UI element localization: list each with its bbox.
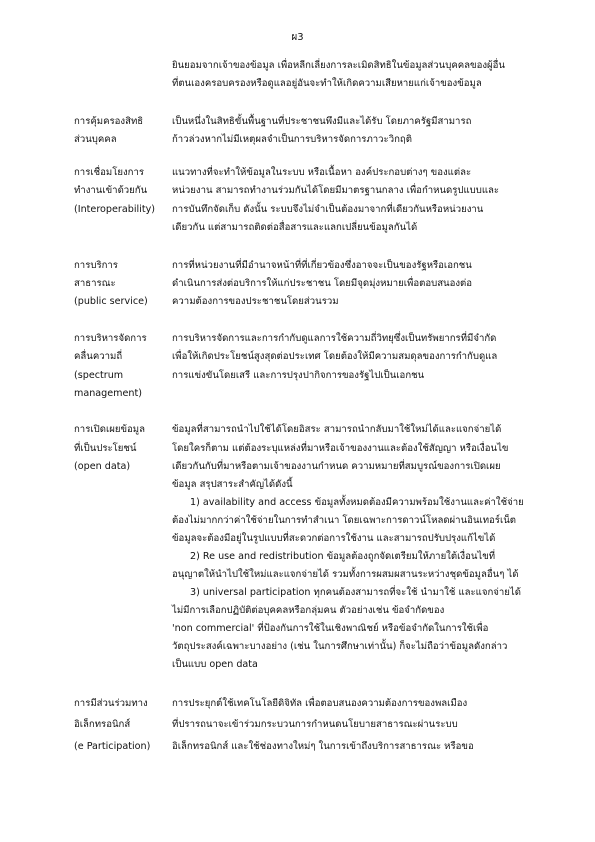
open-data-point-line: เป็นแบบ open data: [172, 659, 258, 670]
glossary-definition-line: แนวทางที่จะทำให้ข้อมูลในระบบ หรือเนื้อหา องค์ประกอบต่างๆ ของแต่ละ: [172, 167, 472, 178]
glossary-definition-line: ข้อมูล สรุปสาระสำคัญได้ดังนี้: [172, 479, 293, 490]
glossary-term: management): [74, 388, 143, 399]
glossary-term: การเชื่อมโยงการ: [74, 167, 145, 178]
glossary-definition-line: เป็นหนึ่งในสิทธิขั้นพื้นฐานที่ประชาชนพึงมีและได้รับ โดยภาครัฐมีสามารถ: [172, 116, 472, 127]
glossary-term: (spectrum: [74, 370, 124, 381]
page-number: ผ3: [291, 32, 304, 43]
glossary-definition-line: เพื่อให้เกิดประโยชน์สูงสุดต่อประเทศ โดยต้องให้มีความสมดุลของการกำกับดูแล: [172, 351, 498, 362]
glossary-definition-line: ข้อมูลที่สามารถนำไปใช้ได้โดยอิสระ สามารถนำกลับมาใช้ใหม่ได้และแจกจ่ายได้: [172, 424, 502, 435]
glossary-term: (open data): [74, 461, 131, 472]
glossary-definition-line: การที่หน่วยงานที่มีอำนาจหน้าที่ที่เกี่ยวข้องซึ่งอาจจะเป็นของรัฐหรือเอกชน: [172, 260, 472, 271]
glossary-definition-line: เดียวกัน แต่สามารถติดต่อสื่อสารและแลกเปลี่ยนข้อมูลกันได้: [172, 222, 418, 233]
glossary-term: ทำงานเข้าด้วยกัน: [74, 185, 148, 196]
open-data-point-line: 3) universal participation ทุกคนต้องสามารถที่จะใช้ นำมาใช้ และแจกจ่ายได้: [190, 587, 521, 598]
glossary-definition-line: อิเล็กทรอนิกส์ และใช้ช่องทางใหม่ๆ ในการเข้าถึงบริการสาธารณะ หรือขอ: [172, 741, 474, 752]
glossary-definition-line: หน่วยงาน สามารถทำงานร่วมกันได้โดยมีมาตรฐานกลาง เพื่อกำหนดรูปแบบและ: [172, 185, 500, 196]
open-data-point-line: ไม่มีการเลือกปฏิบัติต่อบุคคลหรือกลุ่มคน ตัวอย่างเช่น ข้อจำกัดของ: [172, 605, 445, 616]
open-data-point-line: 'non commercial' ที่ป้องกันการใช้ในเชิงพาณิชย์ หรือข้อจำกัดในการใช้เพื่อ: [172, 623, 489, 634]
open-data-point-line: 2) Re use and redistribution ข้อมูลต้องถูกจัดเตรียมให้ภายใต้เงื่อนไขที่: [190, 551, 496, 562]
glossary-term: อิเล็กทรอนิกส์: [74, 719, 131, 730]
glossary-definition-line: เดียวกันกับที่มาหรือตามเจ้าของงานกำหนด ความหมายที่สมบูรณ์ของการเปิดเผย: [172, 461, 501, 472]
glossary-term: ที่เป็นประโยชน์: [74, 443, 137, 454]
glossary-definition-line: ที่ปรารถนาจะเข้าร่วมกระบวนการกำหนดนโยบายสาธารณะผ่านระบบ: [172, 719, 458, 730]
glossary-definition-line: การบริหารจัดการและการกำกับดูแลการใช้ความถี่วิทยุซึ่งเป็นทรัพยากรที่มีจำกัด: [172, 333, 497, 344]
glossary-term: การบริการ: [74, 260, 118, 271]
glossary-definition-line: ความต้องการของประชาชนโดยส่วนรวม: [172, 296, 339, 307]
glossary-term: การคุ้มครองสิทธิ: [74, 116, 144, 127]
glossary-term: (e Participation): [74, 741, 151, 752]
glossary-definition-line: การประยุกต์ใช้เทคโนโลยีดิจิทัล เพื่อตอบสนองความต้องการของพลเมือง: [172, 698, 468, 709]
glossary-term: ส่วนบุคคล: [74, 134, 117, 145]
glossary-definition-line: ดำเนินการส่งต่อบริการให้แก่ประชาชน โดยมีจุดมุ่งหมายเพื่อตอบสนองต่อ: [172, 278, 473, 289]
open-data-point-line: วัตถุประสงค์เฉพาะบางอย่าง (เช่น ในการศึกษาเท่านั้น) ก็จะไม่ถือว่าข้อมูลดังกล่าว: [172, 641, 508, 652]
glossary-definition-line: โดยใครก็ตาม แต่ต้องระบุแหล่งที่มาหรือเจ้าของงานและต้องใช้สัญญา หรือเงื่อนไข: [172, 443, 509, 454]
glossary-definition-line: การแข่งขันโดยเสรี และการปรุงปากิจการของรัฐไปเป็นเอกชน: [172, 370, 425, 381]
intro-line: ยินยอมจากเจ้าของข้อมูล เพื่อหลีกเลี่ยงการละเมิดสิทธิในข้อมูลส่วนบุคคลของผู้อื่น: [172, 60, 505, 71]
glossary-term: การมีส่วนร่วมทาง: [74, 698, 148, 709]
glossary-term: การเปิดเผยข้อมูล: [74, 424, 145, 435]
glossary-term: คลื่นความถี่: [74, 351, 123, 362]
glossary-term: การบริหารจัดการ: [74, 333, 147, 344]
open-data-point-line: ข้อมูลจะต้องมีอยู่ในรูปแบบที่สะดวกต่อการใช้งาน และสามารถปรับปรุงแก้ไขได้: [172, 533, 496, 544]
intro-line: ที่ตนเองครอบครองหรือดูแลอยู่อันจะทำให้เกิดความเสียหายแก่เจ้าของข้อมูล: [172, 78, 482, 89]
glossary-term: (Interoperability): [74, 204, 156, 215]
glossary-definition-line: ก้าวล่วงหากไม่มีเหตุผลจำเป็นการบริหารจัดการภาวะวิกฤติ: [172, 134, 412, 145]
glossary-term: (public service): [74, 296, 148, 307]
open-data-point-line: 1) availability and access ข้อมูลทั้งหมดต้องมีความพร้อมใช้งานและค่าใช้จ่าย: [190, 497, 524, 508]
open-data-point-line: ต้องไม่มากกว่าค่าใช้จ่ายในการทำสำเนา โดยเฉพาะการดาวน์โหลดผ่านอินเทอร์เน็ต: [172, 515, 517, 526]
open-data-point-line: อนุญาตให้นำไปใช้ใหม่และแจกจ่ายได้ รวมทั้งการผสมผสานระหว่างชุดข้อมูลอื่นๆ ได้: [172, 569, 519, 580]
glossary-definition-line: การบันทึกจัดเก็บ ดังนั้น ระบบจึงไม่จำเป็นต้องมาจากที่เดียวกันหรือหน่วยงาน: [172, 204, 484, 215]
glossary-term: สาธารณะ: [74, 278, 116, 289]
